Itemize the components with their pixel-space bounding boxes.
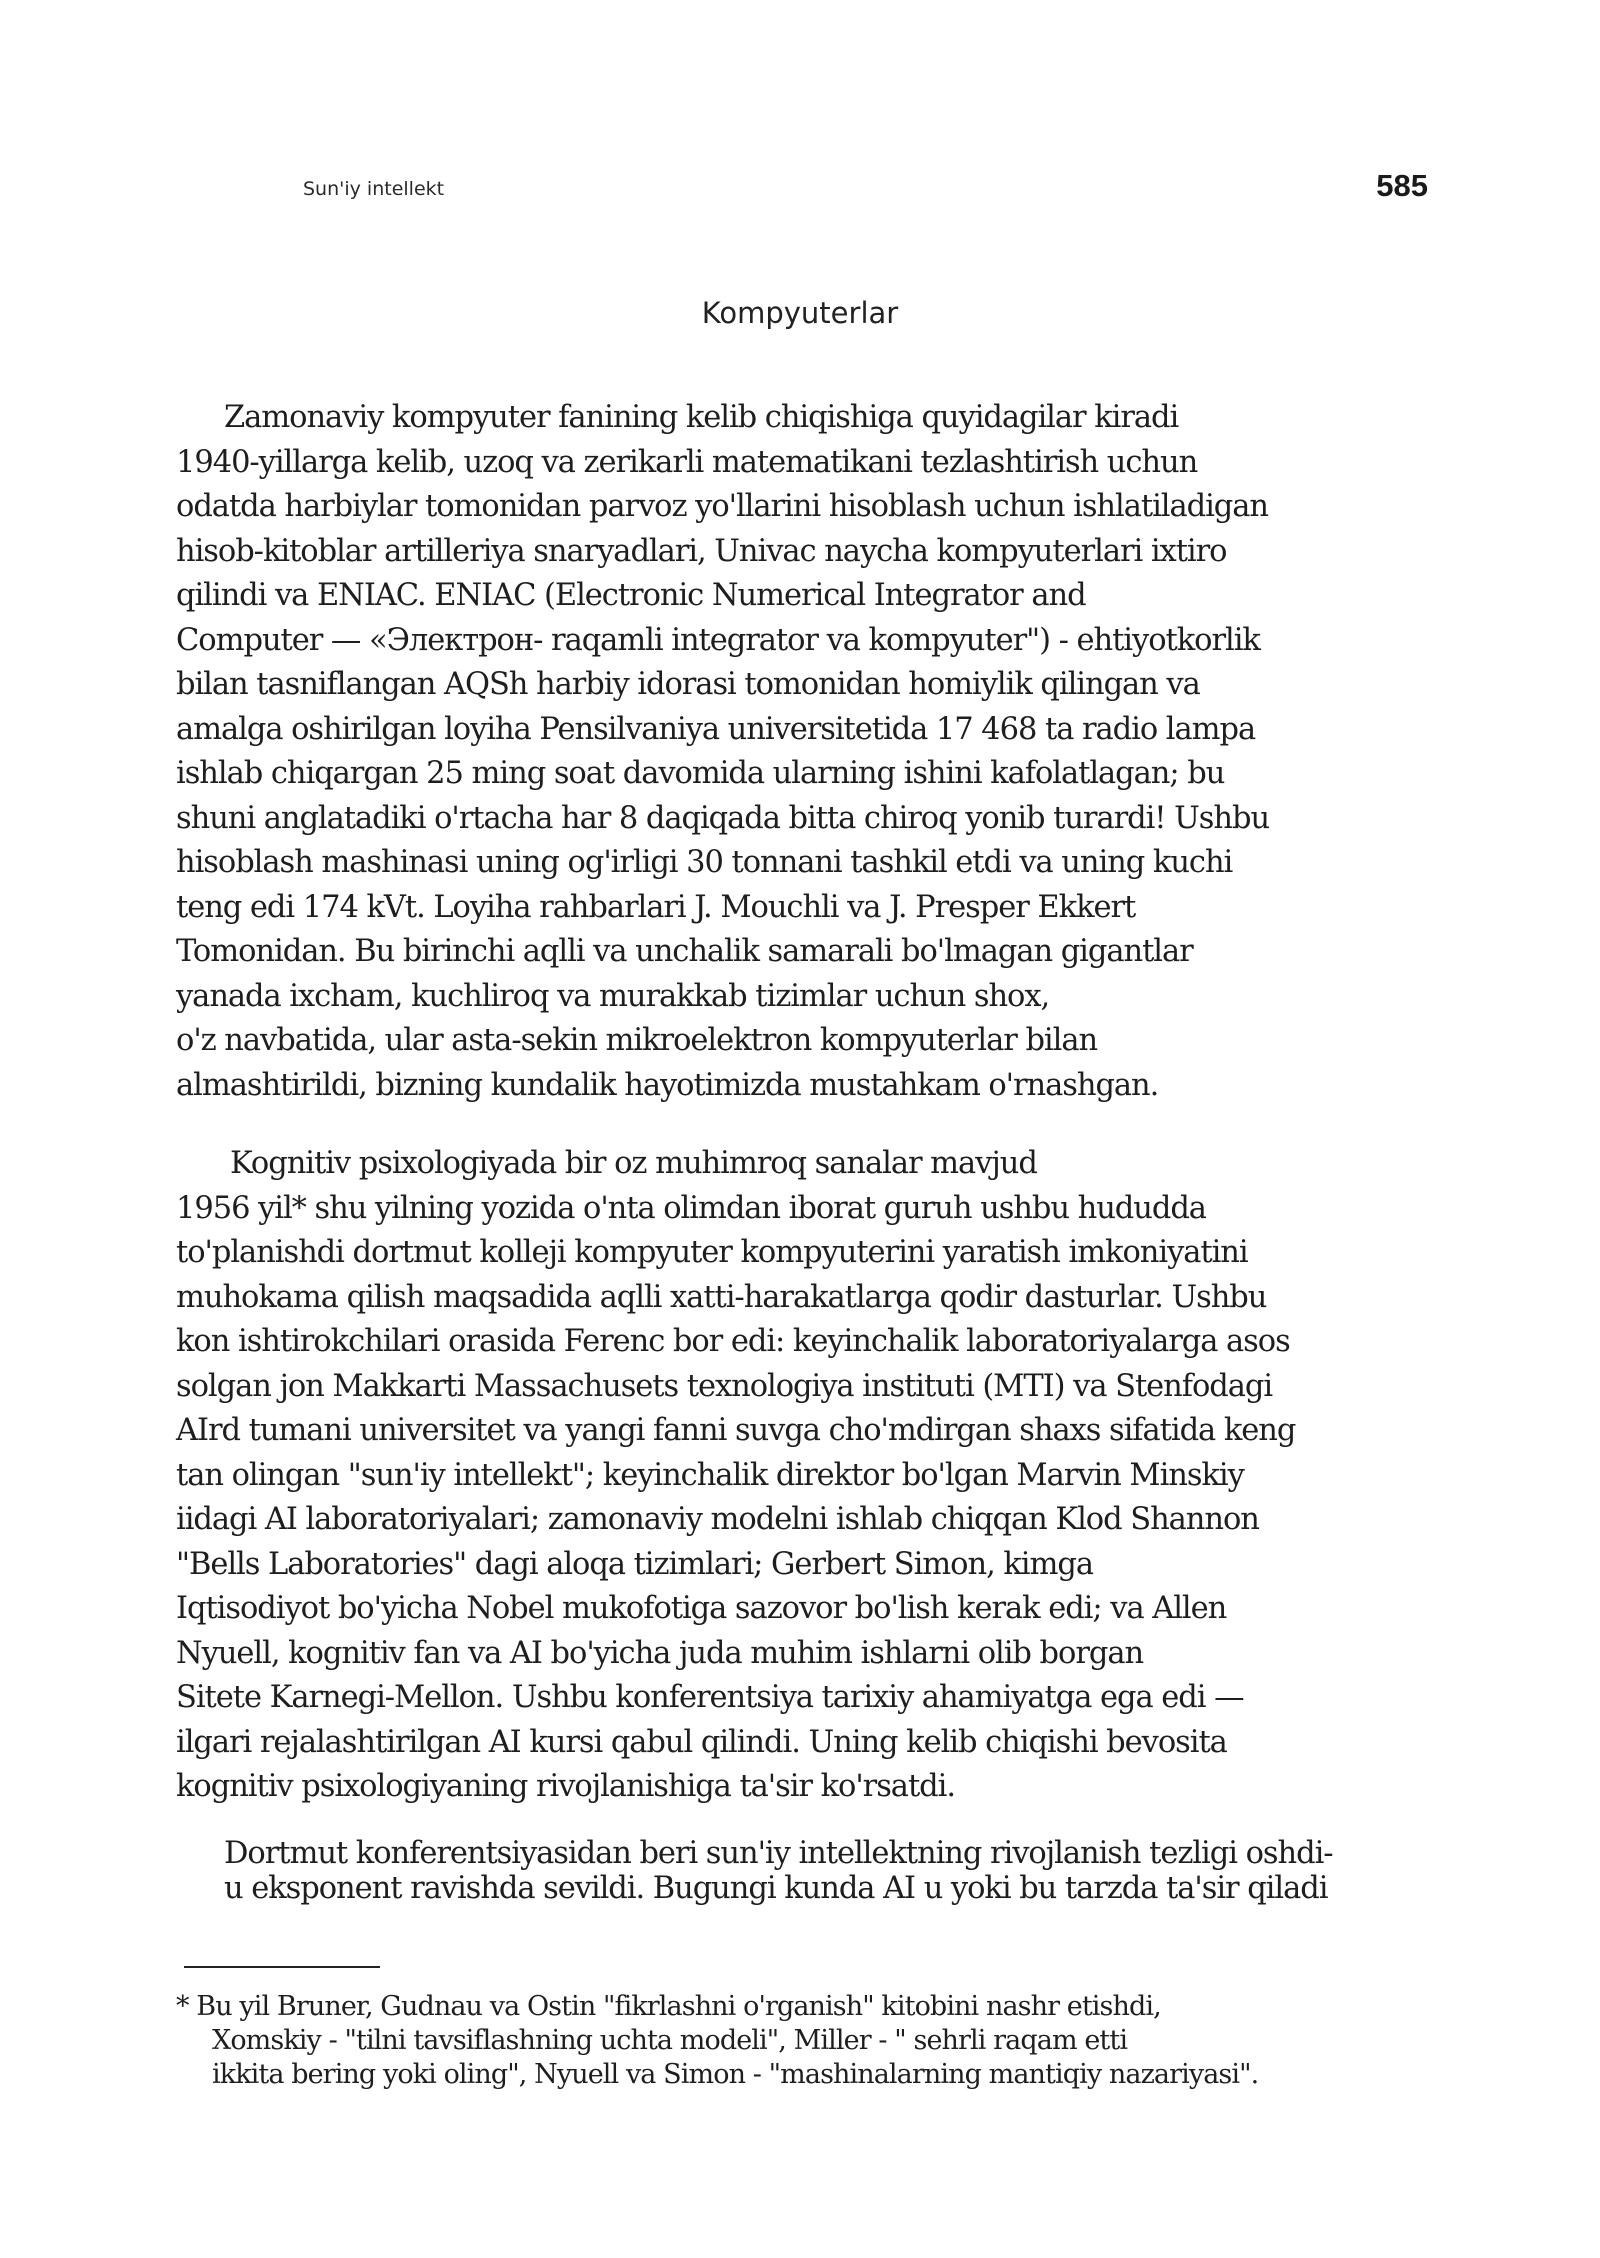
footnote xyxy=(176,1990,1426,2092)
footnote-line: * Bu yil Bruner, Gudnau va Ostin "fikrlashni o'rganish" kitobini nashr etishdi, xyxy=(176,1991,1161,2022)
paragraph-line: bilan tasniflangan AQSh harbiy idorasi tomonidan homiylik qilingan va xyxy=(176,667,1200,702)
paragraph-line: tan olingan "sun'iy intellekt"; keyinchalik direktor bo'lgan Marvin Minskiy xyxy=(176,1457,1244,1493)
paragraph-line: hisob-kitoblar artilleriya snaryadlari, Univac naycha kompyuterlari ixtiro xyxy=(176,533,1227,569)
paragraph-line: to'planishdi dortmut kolleji kompyuter kompyuterini yaratish imkoniyatini xyxy=(176,1235,1248,1270)
paragraph-line: Kognitiv psixologiyada bir oz muhimroq sanalar mavjud xyxy=(230,1146,1037,1181)
paragraph-line: muhokama qilish maqsadida aqlli xatti-harakatlarga qodir dasturlar. Ushbu xyxy=(176,1279,1267,1315)
paragraph-line: almashtirildi, bizning kundalik hayotimizda mustahkam o'rnashgan. xyxy=(176,1067,1159,1103)
paragraph-cognitive-psychology xyxy=(176,1142,1426,1810)
paragraph-line: 1940-yillarga kelib, uzoq va zerikarli matematikani tezlashtirish uchun xyxy=(176,444,1198,480)
paragraph-line: yanada ixcham, kuchliroq va murakkab tizimlar uchun shox, xyxy=(176,978,1050,1014)
paragraph-dartmouth-since xyxy=(176,1836,1426,1906)
section-title: Kompyuterlar xyxy=(701,296,899,330)
paragraph-line: kognitiv psixologiyaning rivojlanishiga ta'sir ko'rsatdi. xyxy=(176,1769,955,1804)
paragraph-line: iidagi AI laboratoriyalari; zamonaviy modelni ishlab chiqqan Klod Shannon xyxy=(176,1502,1259,1537)
paragraph-line: u eksponent ravishda sevildi. Bugungi kunda AI u yoki bu tarzda ta'sir qiladi xyxy=(224,1871,1328,1906)
paragraph-line: Tomonidan. Bu birinchi aqlli va unchalik samarali bo'lmagan gigantlar xyxy=(176,934,1193,969)
footnote-line: ikkita bering yoki oling", Nyuell va Simon - "mashinalarning mantiqiy nazariyasi". xyxy=(212,2059,1259,2090)
paragraph-line: "Bells Laboratories" dagi aloqa tizimlari; Gerbert Simon, kimga xyxy=(176,1546,1093,1582)
paragraph-line: AIrd tumani universitet va yangi fanni suvga cho'mdirgan shaxs sifatida keng xyxy=(176,1413,1296,1448)
paragraph-line: o'z navbatida, ular asta-sekin mikroelektron kompyuterlar bilan xyxy=(176,1023,1098,1058)
page-number: 585 xyxy=(1376,168,1428,203)
footnote-divider xyxy=(184,1966,380,1968)
paragraph-line: ilgari rejalashtirilgan AI kursi qabul qilindi. Uning kelib chiqishi bevosita xyxy=(176,1724,1227,1760)
paragraph-line: solgan jon Makkarti Massachusets texnologiya instituti (MTI) va Stenfodagi xyxy=(176,1368,1273,1404)
paragraph-computers-history xyxy=(176,396,1426,1108)
paragraph-line: Sitete Karnegi-Mellon. Ushbu konferentsiya tarixiy ahamiyatga ega edi — xyxy=(176,1680,1244,1715)
paragraph-line: amalga oshirilgan loyiha Pensilvaniya universitetida 17 468 ta radio lampa xyxy=(176,711,1256,747)
paragraph-line: teng edi 174 kVt. Loyiha rahbarlari J. Mouchli va J. Presper Ekkert xyxy=(176,889,1136,925)
running-header-title: Sun'iy intellekt xyxy=(303,178,445,200)
paragraph-line: qilindi va ENIAC. ENIAC (Electronic Numerical Integrator and xyxy=(176,578,1086,613)
paragraph-line: Computer — «Электрон- raqamli integrator va kompyuter") - ehtiyotkorlik xyxy=(176,622,1260,658)
paragraph-line: Iqtisodiyot bo'yicha Nobel mukofotiga sazovor bo'lish kerak edi; va Allen xyxy=(176,1591,1227,1626)
paragraph-line: Zamonaviy kompyuter fanining kelib chiqishiga quyidagilar kiradi xyxy=(224,400,1179,435)
paragraph-line: odatda harbiylar tomonidan parvoz yo'llarini hisoblash uchun ishlatiladigan xyxy=(176,489,1268,524)
paragraph-line: 1956 yil* shu yilning yozida o'nta olimdan iborat guruh ushbu hududda xyxy=(176,1190,1206,1226)
footnote-line: Xomskiy - "tilni tavsiflashning uchta modeli", Miller - " sehrli raqam etti xyxy=(212,2025,1128,2056)
paragraph-line: ishlab chiqargan 25 ming soat davomida ularning ishini kafolatlagan; bu xyxy=(176,756,1225,791)
paragraph-line: Nyuell, kognitiv fan va AI bo'yicha juda muhim ishlarni olib borgan xyxy=(176,1635,1144,1671)
paragraph-line: shuni anglatadiki o'rtacha har 8 daqiqada bitta chiroq yonib turardi! Ushbu xyxy=(176,800,1270,836)
paragraph-line: hisoblash mashinasi uning og'irligi 30 tonnani tashkil etdi va uning kuchi xyxy=(176,845,1233,880)
paragraph-line: Dortmut konferentsiyasidan beri sun'iy intellektning rivojlanish tezligi oshdi- xyxy=(224,1836,1333,1871)
paragraph-line: kon ishtirokchilari orasida Ferenc bor edi: keyinchalik laboratoriyalarga asos xyxy=(176,1324,1290,1359)
